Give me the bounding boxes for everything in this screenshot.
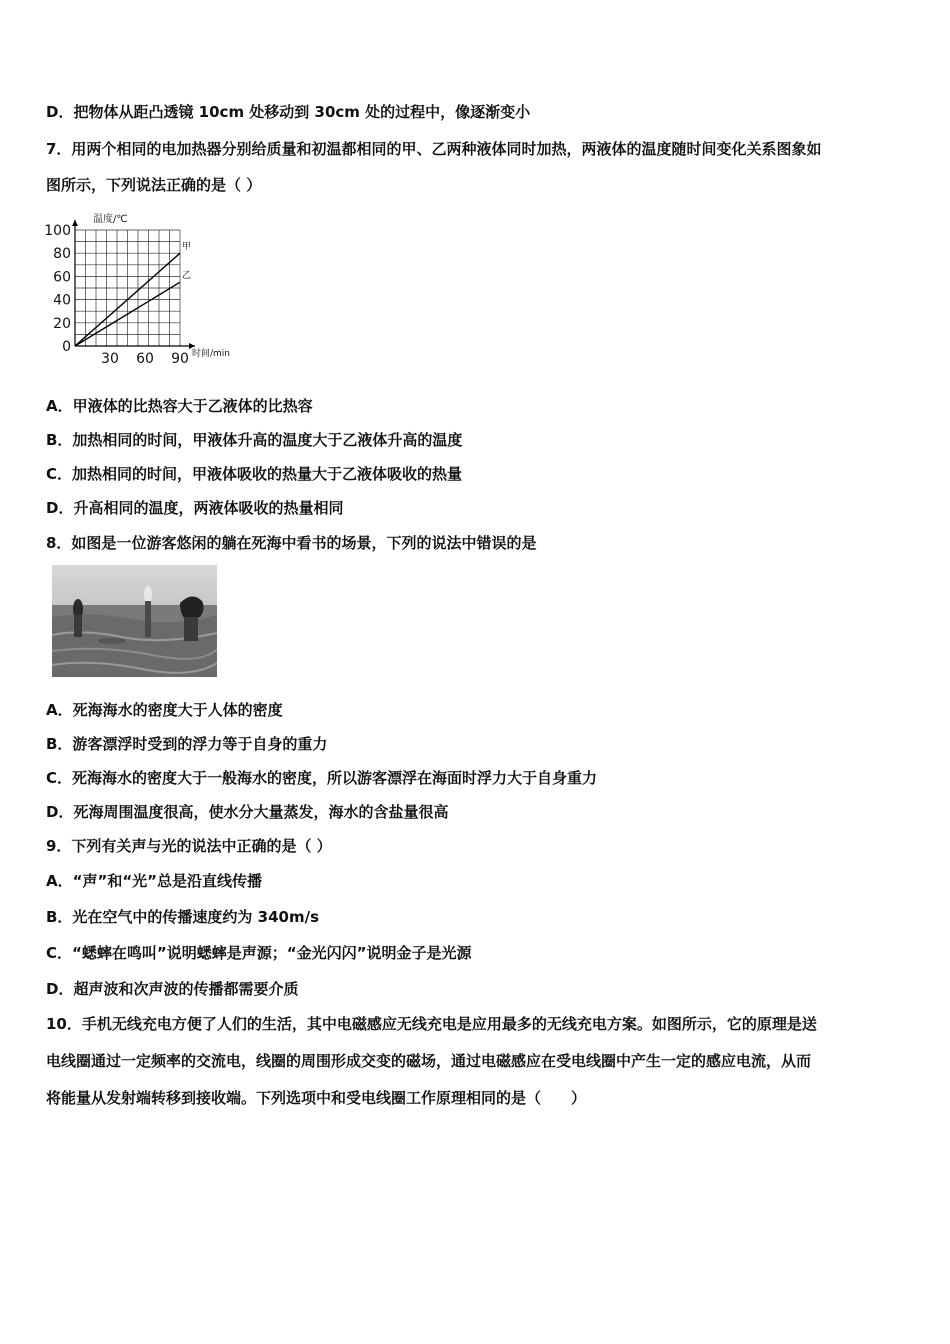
q9-option-a: A．“声”和“光”总是沿直线传播	[46, 872, 263, 890]
q9-stem: 9．下列有关声与光的说法中正确的是（ ）	[46, 837, 332, 855]
q10-stem-line2: 电线圈通过一定频率的交流电，线圈的周围形成交变的磁场，通过电磁感应在受电线圈中产生一定的感应电流，从而	[46, 1052, 812, 1070]
q10-stem-line1: 10．手机无线充电方便了人们的生活，其中电磁感应无线充电是应用最多的无线充电方案。如图所示，它的原理是送	[46, 1015, 817, 1033]
q7-stem-line2: 图所示，下列说法正确的是（ ）	[46, 176, 262, 194]
q9-option-b: B．光在空气中的传播速度约为 340m/s	[46, 908, 320, 926]
y-tick-label: 100	[44, 223, 71, 239]
y-axis-arrow	[72, 220, 78, 226]
x-tick-label: 90	[171, 351, 189, 367]
chart-svg	[40, 210, 250, 370]
q9-option-c: C．“蟋蟀在鸣叫”说明蟋蟀是声源；“金光闪闪”说明金子是光源	[46, 944, 472, 962]
y-tick-label: 20	[53, 315, 71, 332]
y-tick-label: 60	[53, 269, 71, 286]
q7-option-c: C．加热相同的时间，甲液体吸收的热量大于乙液体吸收的热量	[46, 465, 463, 483]
dead-sea-photo	[52, 565, 217, 677]
q7-stem-line1: 7．用两个相同的电加热器分别给质量和初温都相同的甲、乙两种液体同时加热，两液体的温度随时间变化关系图象如	[46, 140, 822, 158]
series-label-2: 乙	[182, 271, 192, 282]
q8-option-d: D．死海周围温度很高，使水分大量蒸发，海水的含盐量很高	[46, 803, 449, 821]
y-tick-label: 80	[53, 246, 71, 263]
q8-option-b: B．游客漂浮时受到的浮力等于自身的重力	[46, 735, 328, 753]
y-tick-label: 40	[53, 292, 71, 309]
q6-option-d: D．把物体从距凸透镜 10cm 处移动到 30cm 处的过程中，像逐渐变小	[46, 103, 531, 121]
temperature-time-chart	[40, 210, 250, 370]
q9-option-d: D．超声波和次声波的传播都需要介质	[46, 980, 299, 998]
q8-option-a: A．死海海水的密度大于人体的密度	[46, 701, 283, 719]
x-tick-label: 60	[136, 351, 154, 367]
series-label-1: 甲	[182, 242, 192, 253]
q10-stem-line3: 将能量从发射端转移到接收端。下列选项中和受电线圈工作原理相同的是（ ）	[46, 1089, 587, 1107]
q7-option-b: B．加热相同的时间，甲液体升高的温度大于乙液体升高的温度	[46, 431, 463, 449]
x-tick-label: 0	[62, 339, 71, 355]
q8-option-c: C．死海海水的密度大于一般海水的密度，所以游客漂浮在海面时浮力大于自身重力	[46, 769, 598, 787]
q7-option-a: A．甲液体的比热容大于乙液体的比热容	[46, 397, 313, 415]
q7-option-d: D．升高相同的温度，两液体吸收的热量相同	[46, 499, 344, 517]
x-axis-label: 时间/min	[192, 349, 231, 359]
x-tick-label: 30	[101, 351, 119, 367]
q8-stem: 8．如图是一位游客悠闲的躺在死海中看书的场景，下列的说法中错误的是	[46, 534, 537, 552]
y-axis-label: 温度/℃	[93, 214, 128, 225]
